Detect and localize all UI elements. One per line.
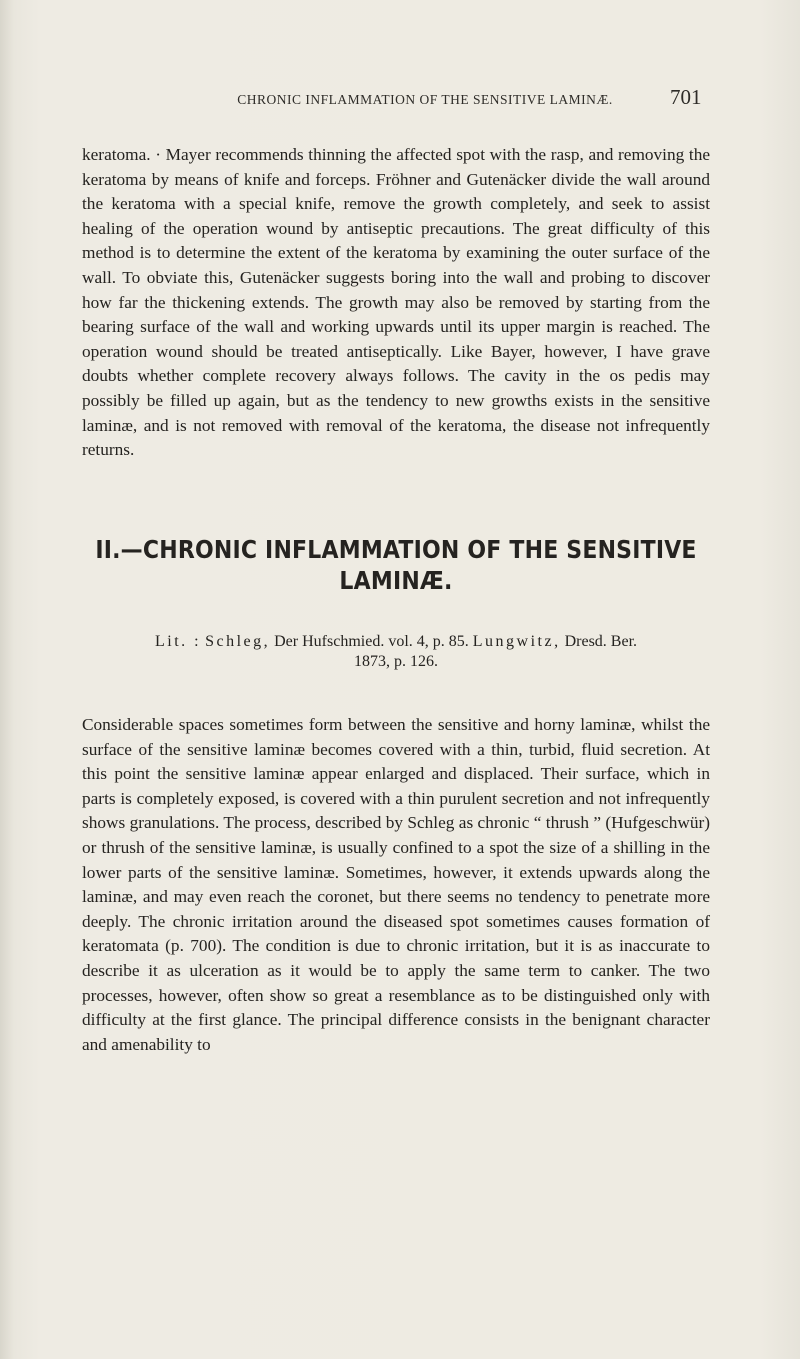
- section-heading: [82, 535, 710, 597]
- section-heading-line-1: II.—CHRONIC INFLAMMATION OF THE SENSITIVE: [95, 536, 697, 565]
- section-heading-line-2: LAMINÆ.: [339, 567, 453, 596]
- literature-ref-2: Dresd. Ber.: [564, 633, 638, 650]
- literature-label: Lit. :: [154, 633, 202, 650]
- body-text-section-2: [82, 713, 710, 1057]
- running-head: CHRONIC INFLAMMATION OF THE SENSITIVE LAMINÆ.: [237, 92, 613, 107]
- literature-ref-1: Der Hufschmied. vol. 4, p. 85.: [274, 633, 469, 650]
- literature-reference: [82, 632, 710, 672]
- page-number: 701: [670, 85, 702, 109]
- literature-line-1: [82, 632, 710, 652]
- paragraph-chronic-inflammation: Considerable spaces sometimes form between the sensitive and horny laminæ, whilst the surface of the sensitive laminæ becomes covered with a thin, turbid, fluid secretion. At this point the sensitive laminæ appear enlarged and displaced. Their surface, which in parts is completely exposed, is covered with a thin purulent secretion and not infrequently shows granulations. The process, described by Schleg as chronic “ thrush ” (Hufgeschwür) or thrush of the sensitive laminæ, is usually confined to a spot the size of a shilling in the lower parts of the sensitive laminæ. Sometimes, however, it extends upwards along the laminæ, and may even reach the coronet, but there seems no tendency to penetrate more deeply. The chronic irritation around the diseased spot sometimes causes formation of keratomata (p. 700). The condition is due to chronic irritation, but it is as inaccurate to describe it as ulceration as it would be to apply the same term to canker. The two processes, however, often show so great a resemblance as to be distinguished only with difficulty at the first glance. The principal difference consists in the benignant character and amenability to: [82, 715, 710, 1054]
- paragraph-keratoma-treatment: keratoma. · Mayer recommends thinning the affected spot with the rasp, and removing the keratoma by means of knife and forceps. Fröhner and Gutenäcker divide the wall around the keratoma with a special knife, remove the growth completely, and seek to assist healing of the operation wound by antiseptic precautions. The great difficulty of this method is to determine the extent of the keratoma by examining the outer surface of the wall. To obviate this, Gutenäcker suggests boring into the wall and probing to discover how far the thickening extends. The growth may also be removed by starting from the bearing surface of the wall and working upwards until its upper margin is reached. The operation wound should be treated antiseptically. Like Bayer, however, I have grave doubts whether complete recovery always follows. The cavity in the os pedis may possibly be filled up again, but as the tendency to new growths exists in the sensitive laminæ, and is not removed with removal of the keratoma, the disease not infrequently returns.: [82, 145, 710, 460]
- literature-author-2: Lungwitz,: [472, 633, 561, 650]
- literature-line-2: 1873, p. 126.: [354, 653, 438, 670]
- literature-author-1: Schleg,: [205, 633, 271, 650]
- body-text-section-1: [82, 143, 710, 463]
